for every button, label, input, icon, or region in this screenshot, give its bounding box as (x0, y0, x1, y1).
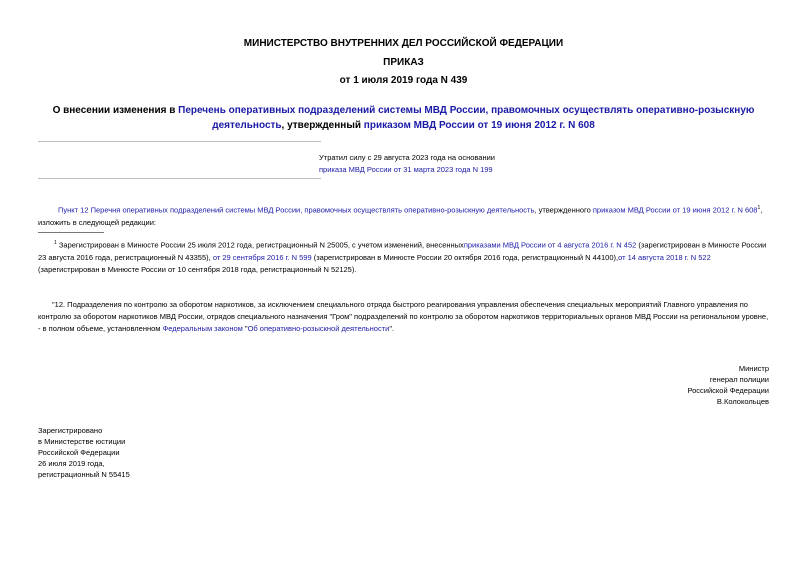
footnote-number: 1 (54, 240, 57, 246)
footnote-text-4: (зарегистрирован в Минюсте России от 10 сентября 2018 года, регистрационный N 52125). (38, 264, 357, 274)
list-link[interactable]: Перечень оперативных подразделений системы МВД России, правомочных осуществлять оперативно-розыскную деятельность (178, 105, 755, 131)
item-12-link[interactable]: Пункт 12 Перечня оперативных подразделений системы МВД России, правомочных осуществлять оперативно-розыскную деятельность (58, 205, 535, 215)
signature-rank: генерал полиции (709, 375, 769, 384)
item-12-end: ". (389, 324, 395, 333)
signature-position: Министр (738, 364, 769, 373)
federal-law-link[interactable]: Федеральным законом (162, 324, 243, 333)
registration-line-1: Зарегистрировано (38, 426, 103, 435)
item-12-text (38, 299, 769, 335)
order-452-link[interactable]: приказами МВД России от 4 августа 2016 г. N 452 (463, 240, 637, 250)
ministry-heading: МИНИСТЕРСТВО ВНУТРЕННИХ ДЕЛ РОССИЙСКОЙ ФЕДЕРАЦИИ (243, 38, 564, 49)
lost-force-note (319, 152, 619, 176)
document-title (40, 103, 767, 133)
paragraph-amendment (38, 202, 769, 229)
footnote-text-1: Зарегистрирован в Минюсте России 25 июля 2012 года, регистрационный N 25005, с учетом изменений, внесенных (56, 240, 464, 250)
order-608-link[interactable]: приказом МВД России от 19 июня 2012 г. N 608 (363, 120, 595, 131)
registration-line-2: в Министерстве юстиции (38, 437, 126, 446)
order-599-link[interactable]: от 29 сентября 2016 г. N 599 (212, 252, 312, 262)
divider-bottom (38, 178, 321, 179)
order-199-link[interactable]: приказа МВД России от 31 марта 2023 года N 199 (319, 165, 493, 174)
document-type: ПРИКАЗ (383, 57, 424, 68)
footnote-ref: 1 (757, 205, 761, 211)
paragraph-text-end: , изложить в следующей редакции: (38, 205, 763, 227)
paragraph-text: , утвержденного (534, 205, 593, 215)
order-608-link-2[interactable]: приказом МВД России от 19 июня 2012 г. N 608 (592, 205, 758, 215)
registration-block (38, 425, 238, 480)
document-date-number: от 1 июля 2019 года N 439 (339, 75, 468, 86)
divider-top (38, 141, 321, 142)
signature-name: В.Колокольцев (716, 397, 769, 406)
lost-force-text: Утратил силу с 29 августа 2023 года на основании (319, 153, 495, 162)
footnote-separator (38, 232, 104, 233)
registration-date: 26 июля 2019 года, (38, 459, 105, 468)
item-12-body: "12. Подразделения по контролю за оборотом наркотиков, за исключением специального отряда быстрого реагирования управления обеспечения специальных мероприятий Главного управления по контролю за оборотом наркотиков МВД России, отрядов специального назначения "Гром" подразделений по контролю за оборотом наркотиков территориальных органов МВД России на региональном уровне, - в полном объеме, установленном (38, 300, 769, 333)
title-middle: , утвержденный (281, 120, 364, 131)
title-prefix: О внесении изменения в (52, 105, 179, 116)
registration-line-3: Российской Федерации (38, 448, 120, 457)
footnote-text-2: (зарегистрирован в Минюсте России 23 августа 2016 года, регистрационный N 43355), (38, 240, 767, 262)
registration-number: регистрационный N 55415 (38, 470, 130, 479)
signature-country: Российской Федерации (687, 386, 769, 395)
order-522-link[interactable]: от 14 августа 2018 г. N 522 (618, 252, 711, 262)
footnote (38, 237, 769, 276)
ord-law-link[interactable]: Об оперативно-розыскной деятельности (247, 324, 390, 333)
signature-block (569, 363, 769, 407)
footnote-text-3: (зарегистрирован в Минюсте России 20 октября 2016 года, регистрационный N 44100), (311, 252, 619, 262)
item-12-quote: " (242, 324, 248, 333)
